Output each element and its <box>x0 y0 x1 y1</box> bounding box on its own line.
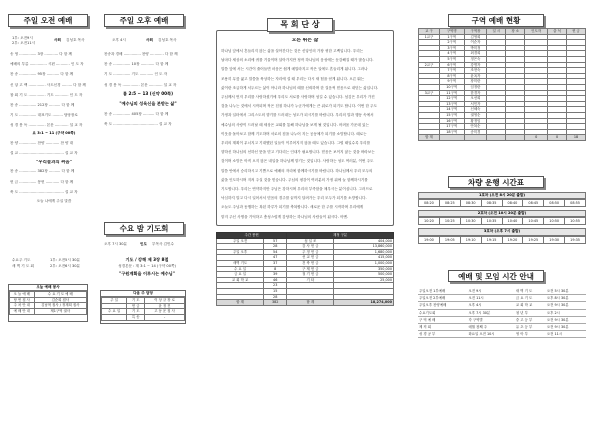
offering-cell: 404,000 <box>334 238 394 244</box>
visit-cell: 4구역 <box>439 51 464 57</box>
offering-cell: 건 축 헌 금 <box>287 260 334 266</box>
bus-time-cell: 19:30 <box>544 236 565 243</box>
meeting-times-table <box>418 288 586 338</box>
offering-cell: 감 사 헌 금 <box>287 244 334 250</box>
next-week-cell: 수 요 일 <box>102 309 127 315</box>
bus-time-cell: 08:40 <box>502 200 523 207</box>
meeting-cell: 주일오후 찬양예배 <box>418 302 467 309</box>
visit-header: 구역명 <box>439 29 464 35</box>
next-week-cell: 기 도 <box>127 309 145 315</box>
offering-cell: 28 <box>264 294 287 300</box>
offering-cell: 새벽 기도 <box>217 260 264 266</box>
visit-header: 출 석 <box>548 29 567 35</box>
visit-header: 일 시 <box>487 29 506 35</box>
prayer-series: 기도 / 강해 제 3장 8절 <box>125 257 169 262</box>
column-line: 오늘도 주님과 동행하는 복된 하루가 되기를 축복합니다. 새로운 한 주를 시작하며 우리에게 <box>221 205 364 210</box>
meeting-cell: 청 년 부 <box>515 309 546 316</box>
bus-schedule <box>418 192 586 247</box>
meeting-cell: 수요기도회 <box>418 309 467 316</box>
next-week-cell: 윤 정 진 <box>145 303 185 309</box>
visit-cell: 8구역 <box>439 73 464 79</box>
visit-cell: 1교구 <box>419 34 440 40</box>
next-week-cell: 특 송 <box>127 314 145 320</box>
offering-cell: 1,680,000 <box>334 249 394 255</box>
bus-time-cell: 19:00 <box>419 236 440 243</box>
visit-cell: 2교구 <box>419 62 440 68</box>
next-week-header: 다음 주 담당 <box>101 291 185 297</box>
pastor-column <box>200 0 400 424</box>
bus-schedule-title: 차량 운행 시간표 <box>448 176 544 188</box>
visit-cell: 김영희 <box>464 34 487 40</box>
column-line: 우리의 계획이 무너지고 기대했던 일들이 이루어지지 않을 때도 있습니다. 그럴 때일수록 우리를 <box>221 141 371 146</box>
column-line: 삶을 인도하시며 지켜 주실 것을 믿습니다. 주님의 평강이 여러분의 가정 위에 늘 함께하시기를 <box>221 177 368 182</box>
order-line: 신 앙 고 백 ............... 사도신경 ......... 다 함 께 <box>10 82 86 87</box>
visit-total-cell: 0 <box>548 135 567 141</box>
meeting-cell: 오전 9시 <box>467 288 514 295</box>
column-line: 향하신 하나님의 선하신 뜻을 믿고 기다리는 인내가 필요합니다. 믿음은 보이지 않는 것을 바라보는 <box>221 150 375 155</box>
duty-cell: 예 배 안 내 <box>10 308 35 314</box>
offering-cell: 57 <box>264 238 287 244</box>
morning-scripture: 요 3:1 ~ 11 (구약 00쪽) <box>32 130 76 135</box>
bus-time-cell: 10:25 <box>439 218 460 225</box>
visit-total-cell: 0 <box>525 135 548 141</box>
table-row <box>418 324 586 331</box>
visit-cell: 3교구 <box>419 90 440 96</box>
bus-time-cell: 08:25 <box>439 200 460 207</box>
offering-cell: 13,860,000 <box>334 244 394 250</box>
worship-order-column <box>0 0 200 424</box>
duty-cell: 당 번 집 사 <box>10 297 35 303</box>
meeting-cell: 영 아 부 <box>515 331 546 338</box>
visit-cell: 조현숙 <box>464 68 487 74</box>
column-line: 말씀 안에서 승리하시고 기쁨으로 예배의 자리에 함께하시기를 바랍니다. 하나님께서 우리 모두의 <box>221 168 373 173</box>
evening-sermon-title: "예수님의 성육신을 본받는 삶" <box>119 101 177 107</box>
offering-cell: 500,000 <box>334 272 394 278</box>
visit-cell: 3구역 <box>439 45 464 51</box>
visit-cell: 13구역 <box>439 101 464 107</box>
morning-leader: 김성호 목사 <box>66 38 85 42</box>
order-line: 기 도 ............... 대표기도 ......... 담당장로 <box>10 113 78 118</box>
column-heading: 오른 뛰는 삶 <box>291 38 319 43</box>
offering-cell: 금 요 일 <box>217 272 264 278</box>
next-week-table <box>100 290 186 324</box>
morning-time-2: 2부: 오전11시 <box>12 41 36 45</box>
visit-header: 헌 금 <box>567 29 586 35</box>
column-line: 조용히 무릎 꿇고 말씀을 묵상하는 자리에 설 때 우리는 다시 새 힘을 얻게 됩니다. 오른 뛰는 <box>221 76 365 81</box>
bus-time-cell: 19:10 <box>460 236 481 243</box>
offering-cell: 1,000,000 <box>334 260 394 266</box>
bus-time-cell: 10:30 <box>460 218 481 225</box>
morning-worship-title: 주일 오전 예배 <box>8 14 88 27</box>
district-visit-title: 구역 예배 현황 <box>448 14 544 27</box>
meeting-cell: 교 회 학 교 <box>515 302 546 309</box>
evening-time: 오후 4시 <box>112 38 126 42</box>
order-line: 찬 송 ............... 95장 ........... 다 함 께 <box>10 72 74 77</box>
bus-time-cell: 08:30 <box>460 200 481 207</box>
offering-cell: 절 기 헌 금 <box>287 272 334 278</box>
visit-cell: 송미경 <box>464 129 487 135</box>
visit-header: 장 소 <box>506 29 525 35</box>
column-line: 가정과 일터에서 그리스도의 향기를 드러내는 성도가 되시기를 바랍니다. 우리의 말과 행동 속에서 <box>221 113 374 118</box>
meeting-cell: 성 경 공 부 <box>418 331 467 338</box>
meeting-cell: 주일오전 2부예배 <box>418 295 467 302</box>
duty-cell: 김순희 집사 <box>34 297 86 303</box>
order-line: 찬 양 ............... 찬양 ............ 찬 양 대 <box>10 140 74 145</box>
meeting-cell: 금 요 기 도 <box>515 295 546 302</box>
meeting-cell: 유 초 등 부 <box>515 324 546 331</box>
column-line: 날마다 세상의 소리에 귀를 기울이며 살아가지만 정작 하나님의 음성에는 둔감해질 때가 많습니다. <box>221 58 374 63</box>
offering-cell: 47 <box>264 255 287 261</box>
offering-cell: 교 회 학 교 <box>217 277 264 283</box>
order-line: 찬송과 경배 ............... 찬양 ............ 다 함 께 <box>104 52 178 56</box>
bus-time-cell: 08:35 <box>481 200 502 207</box>
table-total-row <box>419 135 586 141</box>
offering-cell: 주 정 헌 금 <box>287 249 334 255</box>
column-line: 예수님의 사랑이 드러날 때 세상은 교회를 통해 하나님을 보게 될 것입니다. 어려움 가운데 있는 <box>221 122 369 127</box>
bus-time-cell: 10:35 <box>481 218 502 225</box>
order-line: 헌 금 ............... 봉헌 ............ 다 함 께 <box>10 179 74 184</box>
offering-cell: 28 <box>264 244 287 250</box>
meeting-times-title: 예배 및 모임 시간 안내 <box>448 270 544 282</box>
prayer-leader-label: 인도 <box>140 242 147 246</box>
info-column <box>400 0 600 424</box>
notice-label-2: 새 벽 기 도 회 <box>12 264 34 268</box>
visit-cell: 10구역 <box>439 84 464 90</box>
notice-value-1: 1부: 오전5시 30분 <box>50 258 80 262</box>
visit-cell: 16구역 <box>439 118 464 124</box>
offering-cell: 기 타 <box>287 277 334 283</box>
offering-cell: 350,000 <box>334 266 394 272</box>
offering-cell: 39 <box>264 272 287 278</box>
visit-cell: 17구역 <box>439 124 464 130</box>
offering-cell: 54 <box>264 249 287 255</box>
prayer-leader: 부목사 김민수 <box>152 242 174 246</box>
evening-scripture: 롬 2:5 ~ 13 (신약 00쪽) <box>123 90 173 96</box>
column-line: 이웃을 돌아보고 함께 기도하며 서로의 짐을 나누어 지는 공동체가 되기를 소망합니다. 때로는 <box>221 131 367 136</box>
order-line: 참 회 기 도 ............... 기도 ............ 인 도 자 <box>10 92 83 97</box>
offering-cell: 15 <box>264 288 287 294</box>
column-line: 맡겨 주신 사명을 기억하고 충성스럽게 감당하는 하나님의 사람들이 됩시다. 아멘. <box>221 214 349 219</box>
order-line: 성 경 봉 독 ............... 본문 ............ 설 교 자 <box>104 82 177 87</box>
notice-label-1: 수요주 기도 <box>12 258 31 262</box>
next-week-cell <box>102 314 127 320</box>
offering-cell: 8 <box>264 266 287 272</box>
order-line: 찬 송 ............... 10장 ............ 다 함 께 <box>104 62 169 67</box>
order-line: 기 도 ............... 기도 ............ 인 도 자 <box>104 72 168 77</box>
service-duty-header: 오늘 예배 봉사 <box>9 285 87 291</box>
order-line: 찬 송 ............... 405장 .......... 다 함 께 <box>104 112 169 117</box>
visit-cell: 15구역 <box>439 112 464 118</box>
bus-time-cell: 08:50 <box>544 200 565 207</box>
visit-cell: 권영순 <box>464 112 487 118</box>
meeting-cell: 제 직 회 <box>418 324 467 331</box>
meeting-cell: 오전 5시 30분 <box>546 288 586 295</box>
morning-time-1: 1부: 오전9시 <box>12 36 33 40</box>
column-line: 말씀 앞에 서는 시간이 줄어들면 마음은 쉽게 메말라지고 작은 일에도 흔들리게 됩니다. 그러나 <box>221 67 368 72</box>
meeting-cell: 구 역 예 배 <box>418 316 467 323</box>
bus-time-cell: 19:05 <box>439 236 460 243</box>
duty-cell: 주 차 안 내 <box>10 303 35 309</box>
meeting-cell: 오후 8시 30분 <box>546 295 586 302</box>
visit-cell: 5구역 <box>439 56 464 62</box>
bus-time-cell: 10:45 <box>523 218 544 225</box>
visit-header: 구역장 <box>464 29 487 35</box>
order-line: 성 경 봉 독 ............... 본문 ............ 설 교 자 <box>10 123 83 128</box>
order-line: 예배의 부름 ............... 시편 ............ 인 도 자 <box>10 62 84 67</box>
visit-cell: 임정란 <box>464 84 487 90</box>
visit-total-cell <box>487 135 506 141</box>
duty-cell: 수 요 기 도 예 배 <box>34 292 86 298</box>
table-row <box>418 316 586 323</box>
meeting-cell: 오전 11시 <box>546 331 586 338</box>
table-row <box>419 200 586 207</box>
column-line: 하나님 앞에서 흔들리지 않는 삶을 살아간다는 것은 신앙인의 가장 귀한 고백입니다. 우리는 <box>221 49 364 53</box>
meeting-cell: 화요일 오전 10시 <box>467 331 514 338</box>
morning-leader-label: 사회 <box>54 38 61 42</box>
bus-time-cell: 10:40 <box>502 218 523 225</box>
visit-total-cell <box>464 135 487 141</box>
bus-time-cell: 10:55 <box>565 218 586 225</box>
meeting-cell: 오후 4시 <box>467 302 514 309</box>
visit-cell: 정은숙 <box>464 56 487 62</box>
district-visit-table <box>418 28 586 141</box>
visit-header: 인도자 <box>525 29 548 35</box>
offering-header: 재정 구분 <box>287 233 394 239</box>
visit-cell: 한경자 <box>464 90 487 96</box>
visit-total-cell <box>439 135 464 141</box>
visit-total-cell: 18 <box>567 135 586 141</box>
bus-times-table <box>418 217 586 225</box>
visit-cell: 최경희 <box>464 51 487 57</box>
next-week-cell: 헌 금 <box>127 303 145 309</box>
bus-time-cell: 19:35 <box>565 236 586 243</box>
visit-header: 교 구 <box>419 29 440 35</box>
table-row <box>418 288 586 295</box>
meeting-cell: 각 구역별 <box>467 316 514 323</box>
visit-cell: 14구역 <box>439 107 464 113</box>
next-week-cell: 주 일 <box>102 298 127 304</box>
pastor-column-title: 목 회 단 상 <box>267 18 333 32</box>
visit-total-cell <box>506 135 525 141</box>
column-line: 것을 나누는 것에서 시작되며 작은 친절 하나가 누군가에게는 큰 위로가 되기도 합니다. 이번 한 주도 <box>221 104 377 109</box>
order-line: 축 도 ....................................... 설 교 자 <box>10 189 78 194</box>
offering-cell: 23 <box>264 283 287 289</box>
meeting-cell: 오후 2시 <box>546 309 586 316</box>
visit-cell: 신혜숙 <box>464 107 487 113</box>
meeting-cell: 새 벽 기 도 <box>515 288 546 295</box>
table-row <box>418 309 586 316</box>
offering-cell: 46 <box>264 277 287 283</box>
visit-cell: 18구역 <box>439 129 464 135</box>
offering-cell: 415,000 <box>334 255 394 261</box>
visit-cell: 1구역 <box>439 34 464 40</box>
offering-cell: 합 계 <box>287 300 334 306</box>
meeting-cell: 오후 7시 30분 <box>467 309 514 316</box>
bus-time-cell: 08:20 <box>419 200 440 207</box>
next-week-cell: 기 도 <box>127 298 145 304</box>
visit-cell: 오선희 <box>464 96 487 102</box>
offering-table <box>216 232 394 306</box>
prayer-time: 오후 7시 30분 <box>104 242 128 246</box>
evening-leader: 김성호 목사 <box>158 38 177 42</box>
bus-time-cell: 08:55 <box>565 200 586 207</box>
table-row <box>418 331 586 338</box>
bus-time-cell: 19:15 <box>481 236 502 243</box>
offering-cell: 합 계 <box>217 300 264 306</box>
visit-cell: 박미정 <box>464 45 487 51</box>
bus-times-table <box>418 199 586 207</box>
evening-order-list <box>104 52 192 128</box>
bus-times-table <box>418 236 586 244</box>
meeting-cell: 매월 첫째 주 <box>467 324 514 331</box>
visit-cell: 강명자 <box>464 62 487 68</box>
order-line: 설 교 ....................................... 설 교 자 <box>10 151 78 156</box>
visit-cell: 6구역 <box>439 62 464 68</box>
meeting-cell: 오전 9시 30분 <box>546 302 586 309</box>
meeting-cell: 중 고 등 부 <box>515 316 546 323</box>
visit-cell: 안복순 <box>464 124 487 130</box>
table-row <box>418 302 586 309</box>
visit-cell: 2구역 <box>439 40 464 46</box>
order-line: 찬 송 ............... 212장 .......... 다 함 께 <box>10 103 75 108</box>
visit-total-cell: 합 계 <box>419 135 440 141</box>
bus-route-label: 1호차 (오전 8시 20분 출발) <box>418 192 586 199</box>
table-row <box>419 218 586 225</box>
order-line: 찬 송 ............... 382장 .......... 다 함 께 <box>10 169 75 174</box>
duty-cell: 김남혁 집사 / 정재희 집사 <box>34 303 86 309</box>
bus-route-label: 3호차 (오후 7시 출발) <box>418 228 586 235</box>
offering-cell: 십 일 조 <box>287 238 334 244</box>
offering-cell: 주일 오전 <box>217 238 264 244</box>
bus-route-label: 2호차 (오전 10시 20분 출발) <box>418 210 586 217</box>
offering-cell: 주일 오후 <box>217 249 264 255</box>
evening-leader-label: 사회 <box>146 38 153 42</box>
visit-cell: 12구역 <box>439 96 464 102</box>
prayer-sermon: "구원계획을 이루시는 예수님" <box>119 271 175 276</box>
evening-worship-title: 주일 오후 예배 <box>104 14 184 27</box>
visit-cell: 9구역 <box>439 79 464 85</box>
visit-cell: 11구역 <box>439 90 464 96</box>
next-week-cell: - <box>145 314 185 320</box>
meeting-cell: 주일오전 1부예배 <box>418 288 467 295</box>
column-line: 주님께서 먼저 우리를 사랑하셨기에 우리도 서로를 사랑하며 섬길 수 있습니다. 섬김은 우리가 가진 <box>221 95 375 100</box>
offering-cell: 18,274,000 <box>334 300 394 306</box>
morning-order-list <box>10 52 98 204</box>
column-line: 기도합니다. 우리는 연약하지만 주님은 강하시며 우리의 부족함을 채우시는 분이십니다. 그러므로 <box>221 187 373 192</box>
offering-cell: 선 교 헌 금 <box>287 255 334 261</box>
column-line: 삶이란 조급하게 서두르는 삶이 아니라 하나님의 때를 신뢰하며 한 걸음씩 믿음으로 내딛는 삶입니다. <box>221 85 379 90</box>
visit-cell: 서민자 <box>464 101 487 107</box>
table-row <box>217 300 394 306</box>
bus-time-cell: 19:25 <box>523 236 544 243</box>
next-week-cell: 고 동 운 집 사 <box>145 309 185 315</box>
bus-time-cell: 10:50 <box>544 218 565 225</box>
bus-time-cell: 19:20 <box>502 236 523 243</box>
table-row <box>418 295 586 302</box>
notice-value-2: 2부: 오전6시 30분 <box>50 264 80 268</box>
offering-cell: 382 <box>264 300 287 306</box>
bus-time-cell: 08:45 <box>523 200 544 207</box>
duty-cell: 오 늘 예 배 <box>10 292 35 298</box>
next-week-cell: 이 상 규 장 로 <box>145 298 185 304</box>
service-duty-table <box>8 284 88 322</box>
offering-cell: 25,000 <box>334 277 394 283</box>
prayer-meeting-title: 수요 밤 기도회 <box>104 222 184 235</box>
offering-cell: 구 제 헌 금 <box>287 266 334 272</box>
bus-time-cell: 10:20 <box>419 218 440 225</box>
meeting-cell: 오전 11시 <box>467 295 514 302</box>
morning-sermon-title: "우리들과의 싸움" <box>36 160 72 166</box>
offering-cell: 37 <box>264 260 287 266</box>
order-line: 축 도 ....................................... 설 교 자 <box>104 122 172 127</box>
visit-cell: 7구역 <box>439 68 464 74</box>
visit-cell: 윤옥자 <box>464 73 487 79</box>
column-line: 낙심하지 말고 다시 일어서서 믿음의 경주를 끝까지 달려가는 우리 모두가 되기를 소망합니다. <box>221 196 367 201</box>
visit-cell: 황정임 <box>464 118 487 124</box>
column-body <box>221 47 389 222</box>
duty-cell: 제1구역 권사 <box>34 308 86 314</box>
table-row <box>419 236 586 243</box>
morning-footer: 오늘 나에게 주실 말씀 <box>36 199 72 204</box>
visit-cell: 이순자 <box>464 40 487 46</box>
meeting-cell: 오전 9시 30분 <box>546 324 586 331</box>
column-line: 것이며 소망은 아직 오지 않은 내일을 하나님께 맡기는 것입니다. 사랑하는 성도 여러분, 이번 주도 <box>221 159 374 164</box>
offering-header: 주간 봉헌 <box>217 233 287 239</box>
visit-cell: 장미란 <box>464 79 487 85</box>
meeting-cell: 오전 9시 30분 <box>546 316 586 323</box>
order-line: 송 영 ............... 3장 ............ 다 함 께 <box>10 52 72 56</box>
offering-cell: 수 요 일 <box>217 266 264 272</box>
prayer-scripture: 성경본문 : 계 3:1 ~ 14 (구약 00쪽) <box>118 264 176 268</box>
